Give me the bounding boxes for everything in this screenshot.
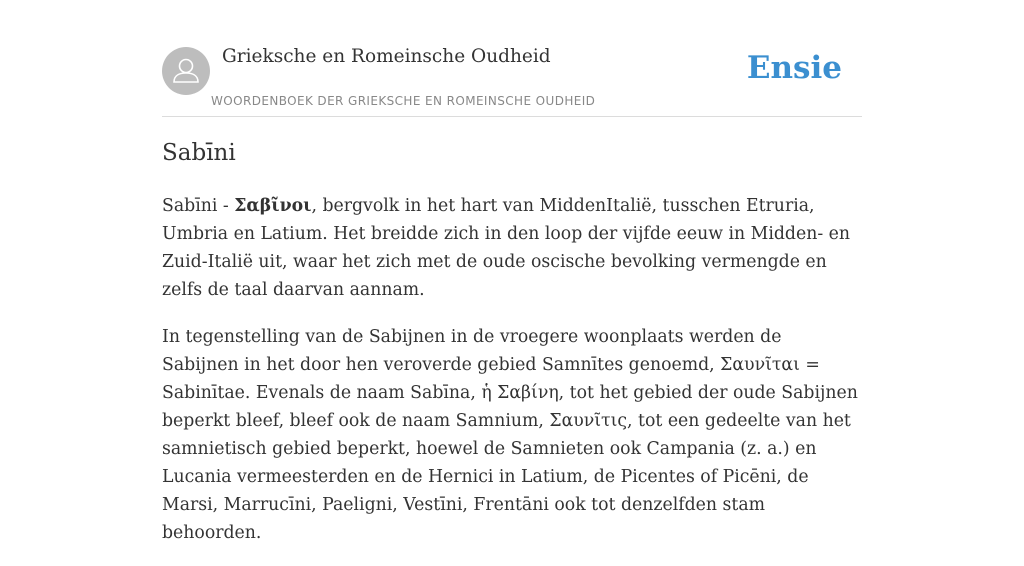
user-icon (162, 47, 210, 95)
entry-text: , bergvolk in het hart van MiddenItalië, tusschen Etruria, Umbria en Latium. Het breidde zich in den loop der vijfde eeuw in Midden- en Zuid-Italië uit, waar het zich met de oude oscische bevolking vermengde en zelfs de taal daarvan aannam. (162, 196, 851, 300)
source-title[interactable]: Grieksche en Romeinsche Oudheid (222, 46, 551, 67)
entry-paragraph: In tegenstelling van de Sabijnen in de vroegere woonplaats werden de Sabijnen in het door hen veroverde gebied Samnītes genoemd, Σαυνῖται = Sabinītae. Evenals de naam Sabīna, ἡ Σαβίνη, tot het gebied der oude Sabijnen beperkt bleef, bleef ook de naam Samnium, Σαυνῖτις, tot een gedeelte van het samnietisch gebied beperkt, hoewel de Samnieten ook Campania (z. a.) en Lucania vermeesterden en de Hernici in Latium, de Picentes of Picēni, de Marsi, Marrucīni, Paeligni, Vestīni, Frentāni ook tot denzelfden stam behoorden. (162, 327, 858, 543)
ensie-logo-link[interactable]: Ensie (746, 50, 842, 86)
entry-body (162, 192, 862, 566)
entry-title: Sabīni (162, 140, 236, 166)
entry-headword: Sabīni - (162, 196, 235, 216)
source-header (162, 40, 862, 117)
source-subtitle: WOORDENBOEK DER GRIEKSCHE EN ROMEINSCHE OUDHEID (211, 94, 596, 108)
avatar[interactable] (162, 47, 210, 95)
entry-paragraph (162, 192, 862, 304)
greek-term: Σαβῖνοι (234, 196, 312, 216)
